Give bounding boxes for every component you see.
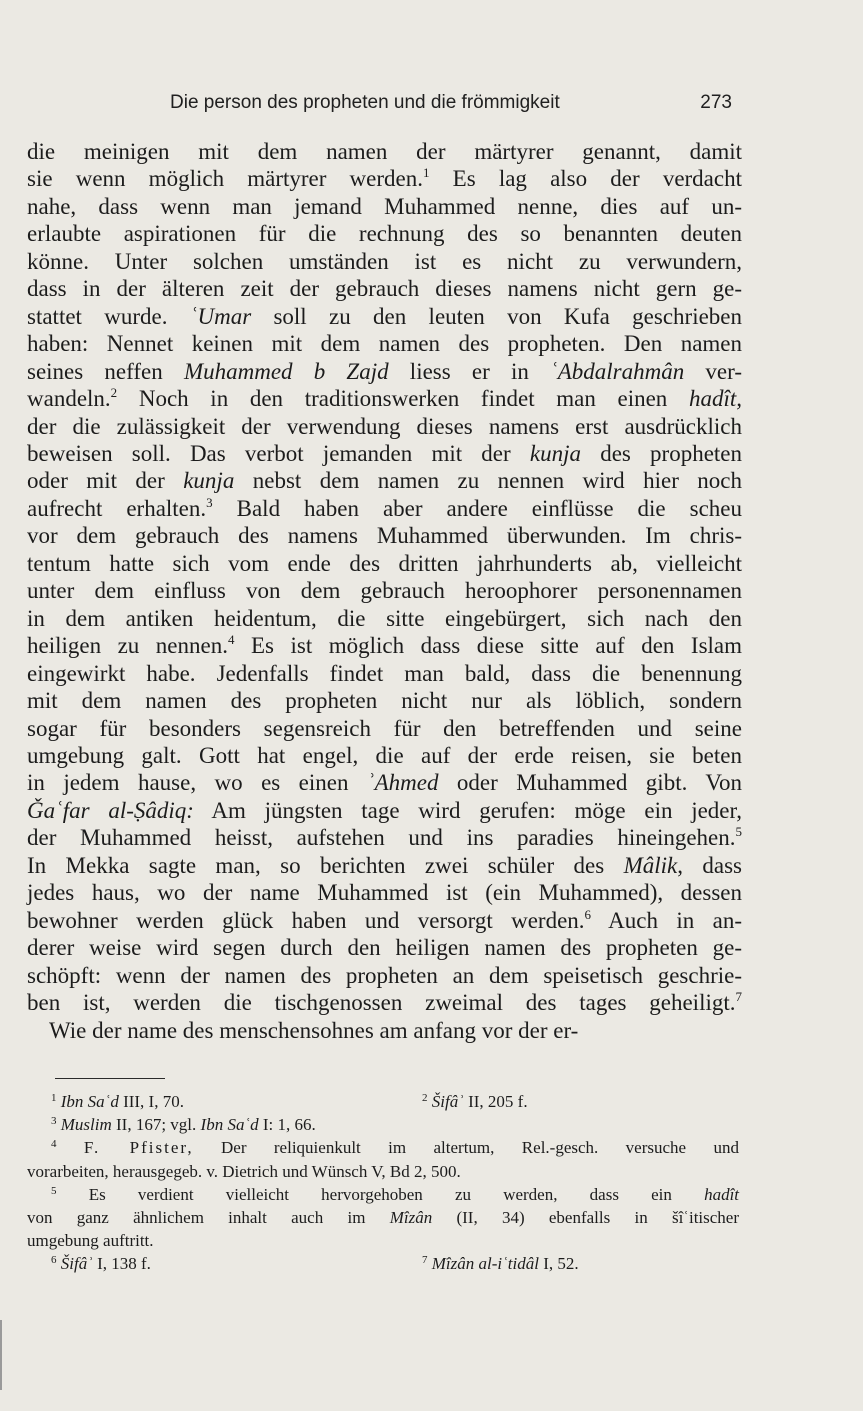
text-line: wandeln.$^2$ Noch in den traditionswerken findet man einen hadît, — [27, 385, 742, 412]
footnote-marker: 1 — [423, 165, 430, 181]
italic-name: Ǧaʿfar al-Ṣâdiq: — [27, 797, 194, 823]
footnote-row: $^4$ F. Pfister, Der reliquienkult im altertum, Rel.-gesch. versuche und — [51, 1138, 739, 1158]
footnote-row: $^5$ Es verdient vielleicht hervorgehoben zu werden, dass ein hadît — [51, 1184, 740, 1204]
text-line: Ǧaʿfar al-Ṣâdiq: Am jüngsten tage wird gerufen: möge ein jeder, — [27, 797, 742, 823]
scan-edge-mark — [0, 1320, 2, 1390]
running-title: Die person des propheten und die frömmigkeit — [170, 92, 560, 113]
text-line: sie wenn möglich märtyrer werden.$^1$ Es lag also der verdacht — [27, 165, 742, 192]
text-line: die meinigen mit dem namen der märtyrer genannt, damit — [27, 139, 742, 164]
text-line: könne. Unter solchen umständen ist es nicht zu verwundern, — [27, 248, 742, 274]
italic-name: Mâlik — [623, 852, 678, 878]
footnote-number: 2 — [422, 1092, 428, 1104]
italic-name: ʾAhmed — [366, 770, 439, 796]
text-line: oder mit der kunja nebst dem namen zu nennen wird hier noch — [27, 468, 743, 494]
italic-term: kunja — [183, 468, 235, 494]
footnote-row: $^1$ Ibn Saʿd III, I, 70. $^2$ Šifâʾ II, 205 f. — [51, 1092, 528, 1111]
page-header — [170, 92, 732, 120]
footnote-number: 1 — [51, 1092, 57, 1104]
footnote-marker: 6 — [584, 906, 592, 922]
footnote-marker: 7 — [735, 989, 742, 1005]
footnote-row: $^6$ Šifâʾ I, 138 f. $^7$ Mîzân al-iʿtidâl I, 52. — [51, 1254, 579, 1274]
text-line: mit dem namen des propheten nicht nur als löblich, sondern — [27, 688, 742, 714]
text-line: vor dem gebrauch des namens Muhammed überwunden. Im chris- — [27, 523, 742, 549]
text-line: In Mekka sagte man, so berichten zwei schüler des Mâlik, dass — [27, 852, 742, 878]
italic-name: Muhammed b Zajd — [183, 358, 389, 384]
footnote-number: 6 — [51, 1254, 57, 1267]
footnote-number: 5 — [51, 1184, 57, 1197]
text-line: nahe, dass wenn man jemand Muhammed nenne, dies auf un- — [27, 193, 742, 219]
italic-term: kunja — [529, 440, 581, 466]
page-number: 273 — [700, 92, 732, 113]
text-line: Wie der name des menschensohnes am anfang vor der er- — [49, 1017, 579, 1043]
footnotes — [27, 1090, 739, 1276]
footnote-marker: 2 — [110, 385, 118, 401]
text-line: heiligen zu nennen.$^4$ Es ist möglich dass diese sitte auf den Islam — [27, 632, 743, 659]
footnote-number: 4 — [51, 1138, 57, 1151]
footnote-row: umgebung auftritt. — [27, 1231, 154, 1251]
text-line: seines neffen Muhammed b Zajd liess er in ʿAbdalrahmân ver- — [27, 358, 742, 384]
text-line: der Muhammed heisst, aufstehen und ins paradies hineingehen.$^5$ — [27, 824, 742, 851]
text-line: unter dem einfluss von dem gebrauch heroophorer personennamen — [27, 578, 742, 604]
text-line: jedes haus, wo der name Muhammed ist (ein Muhammed), dessen — [27, 880, 742, 906]
text-line: sogar für besonders segensreich für den betreffenden und seine — [27, 715, 742, 741]
italic-name: ʿUmar — [189, 303, 252, 329]
footnote-row: vorarbeiten, herausgegeb. v. Dietrich und Wünsch V, Bd 2, 500. — [27, 1161, 461, 1181]
footnote-rule — [55, 1078, 165, 1079]
main-text — [27, 138, 742, 1044]
footnote-marker: 4 — [227, 632, 235, 648]
text-line: beweisen soll. Das verbot jemanden mit der kunja des propheten — [27, 440, 743, 466]
text-line: haben: Nennet keinen mit dem namen des propheten. Den namen — [27, 331, 742, 357]
text-line: eingewirkt habe. Jedenfalls findet man bald, dass die benennung — [27, 660, 742, 686]
text-line: derer weise wird segen durch den heiligen namen des propheten ge- — [27, 935, 742, 961]
text-line: bewohner werden glück haben und versorgt werden.$^6$ Auch in an- — [27, 906, 742, 933]
italic-name: ʿAbdalrahmân — [550, 358, 685, 384]
footnote-number: 7 — [422, 1254, 428, 1267]
text-line: in jedem hause, wo es einen ʾAhmed oder Muhammed gibt. Von — [27, 770, 743, 796]
text-line: umgebung galt. Gott hat engel, die auf der erde reisen, sie beten — [27, 742, 742, 768]
text-line: erlaubte aspirationen für die rechnung des so benannten deuten — [27, 221, 742, 247]
footnote-marker: 5 — [735, 824, 742, 840]
footnote-number: 3 — [51, 1115, 57, 1128]
text-line: schöpft: wenn der namen des propheten an dem speisetisch geschrie- — [27, 962, 742, 988]
text-line: dass in der älteren zeit der gebrauch dieses namens nicht gern ge- — [27, 276, 742, 302]
text-line: tentum hatte sich vom ende des dritten jahrhunderts ab, vielleicht — [27, 550, 742, 576]
footnote-row: $^3$ Muslim II, 167; vgl. Ibn Saʿd I: 1, 66. — [51, 1115, 316, 1135]
text-line: ben ist, werden die tischgenossen zweimal des tages geheiligt.$^7$ — [27, 989, 742, 1016]
italic-term: hadît, — [688, 386, 742, 412]
text-line: in dem antiken heidentum, die sitte eingebürgert, sich nach den — [27, 605, 742, 631]
footnote-row: von ganz ähnlichem inhalt auch im Mîzân (II, 34) ebenfalls in šîʿitischer — [27, 1208, 740, 1228]
text-line: der die zulässigkeit der verwendung dieses namens erst ausdrücklich — [27, 413, 742, 439]
text-line: aufrecht erhalten.$^3$ Bald haben aber andere einflüsse die scheu — [27, 494, 742, 521]
text-line: stattet wurde. ʿUmar soll zu den leuten von Kufa geschrieben — [27, 303, 743, 329]
footnote-marker: 3 — [206, 494, 213, 510]
